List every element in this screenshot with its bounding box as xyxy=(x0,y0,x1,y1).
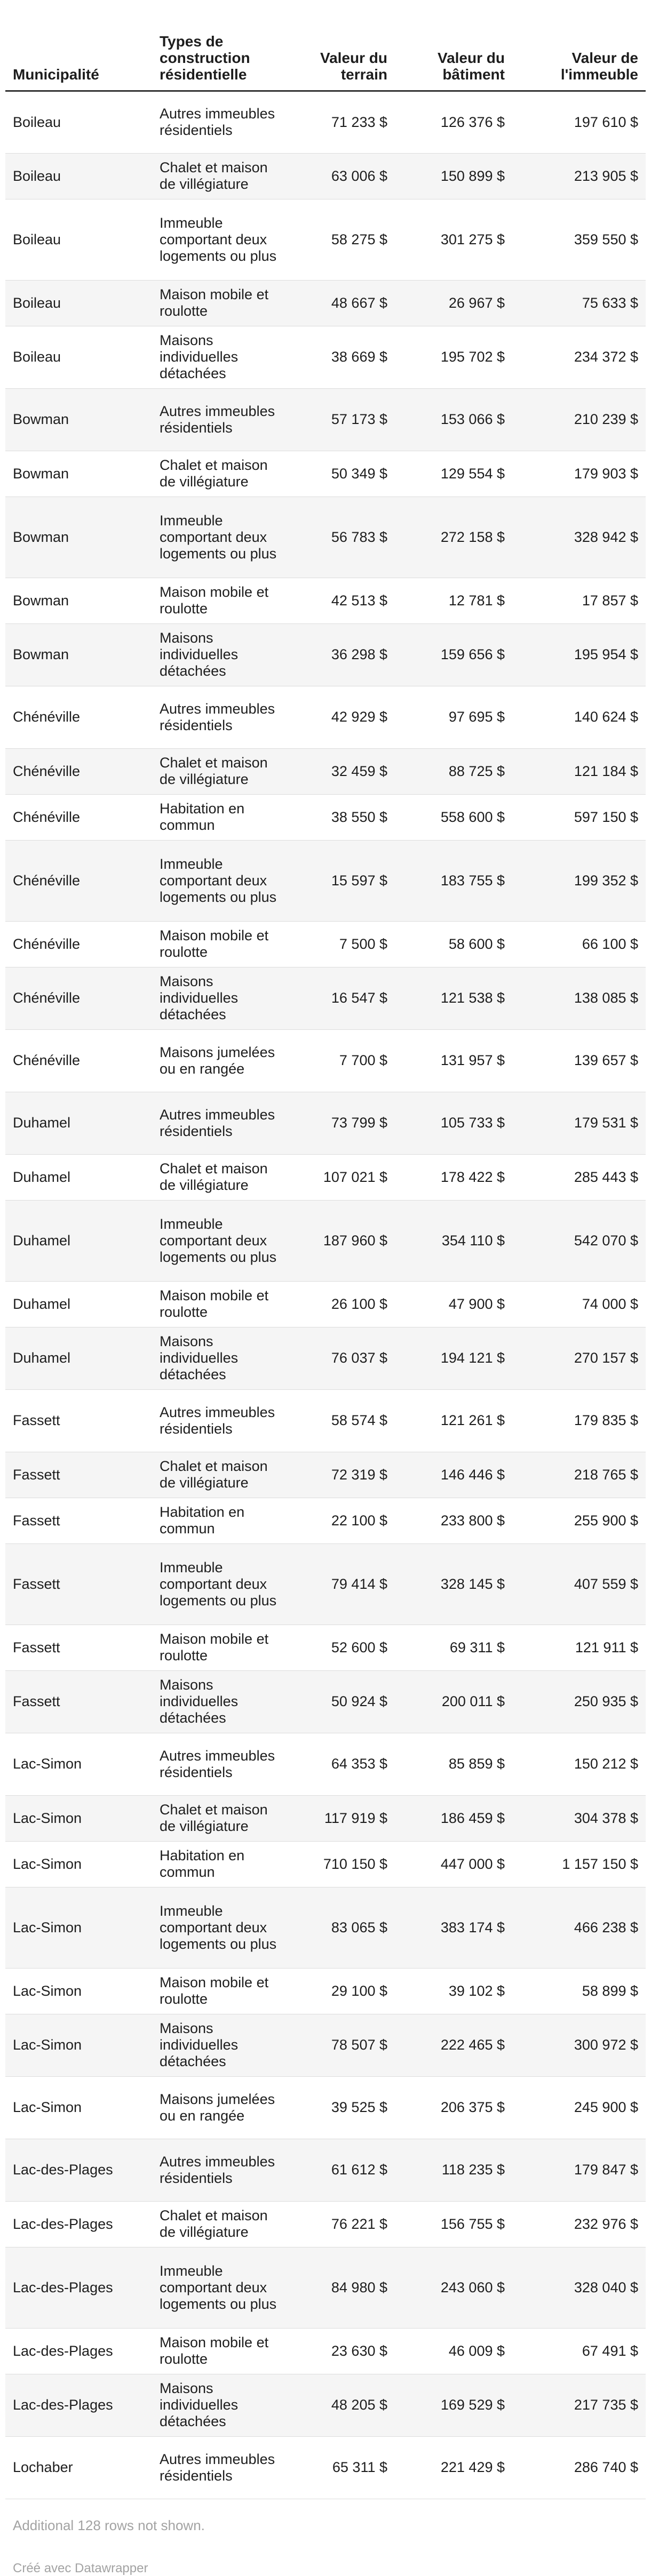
cell-construction-type: Maisons individuelles détachées xyxy=(152,1327,291,1389)
cell-land-value: 38 669 $ xyxy=(291,326,395,388)
cell-land-value: 52 600 $ xyxy=(291,1625,395,1670)
cell-property-value: 245 900 $ xyxy=(512,2076,646,2139)
cell-building-value: 121 261 $ xyxy=(395,1389,512,1452)
cell-municipality: Fassett xyxy=(5,1625,152,1670)
cell-property-value: 1 157 150 $ xyxy=(512,1841,646,1887)
cell-land-value: 187 960 $ xyxy=(291,1200,395,1281)
table-row xyxy=(5,388,646,451)
cell-building-value: 169 529 $ xyxy=(395,2374,512,2436)
cell-land-value: 7 700 $ xyxy=(291,1029,395,1092)
cell-building-value: 153 066 $ xyxy=(395,388,512,451)
cell-land-value: 57 173 $ xyxy=(291,388,395,451)
cell-land-value: 84 980 $ xyxy=(291,2247,395,2328)
cell-property-value: 121 911 $ xyxy=(512,1625,646,1670)
cell-construction-type: Autres immeubles résidentiels xyxy=(152,91,291,153)
cell-building-value: 47 900 $ xyxy=(395,1281,512,1327)
cell-construction-type: Maison mobile et roulotte xyxy=(152,1625,291,1670)
cell-land-value: 48 667 $ xyxy=(291,280,395,326)
cell-municipality: Lac-Simon xyxy=(5,1841,152,1887)
cell-construction-type: Maisons individuelles détachées xyxy=(152,1670,291,1733)
table-row xyxy=(5,748,646,794)
cell-construction-type: Immeuble comportant deux logements ou plus xyxy=(152,840,291,921)
cell-land-value: 710 150 $ xyxy=(291,1841,395,1887)
cell-building-value: 195 702 $ xyxy=(395,326,512,388)
cell-building-value: 233 800 $ xyxy=(395,1498,512,1543)
cell-municipality: Lac-des-Plages xyxy=(5,2247,152,2328)
cell-building-value: 69 311 $ xyxy=(395,1625,512,1670)
cell-property-value: 255 900 $ xyxy=(512,1498,646,1543)
cell-construction-type: Maison mobile et roulotte xyxy=(152,921,291,967)
cell-building-value: 243 060 $ xyxy=(395,2247,512,2328)
cell-municipality: Lac-des-Plages xyxy=(5,2328,152,2374)
cell-construction-type: Habitation en commun xyxy=(152,1841,291,1887)
cell-land-value: 15 597 $ xyxy=(291,840,395,921)
cell-municipality: Boileau xyxy=(5,326,152,388)
cell-property-value: 270 157 $ xyxy=(512,1327,646,1389)
cell-municipality: Bowman xyxy=(5,497,152,578)
cell-construction-type: Habitation en commun xyxy=(152,1498,291,1543)
cell-land-value: 78 507 $ xyxy=(291,2014,395,2076)
cell-construction-type: Immeuble comportant deux logements ou plus xyxy=(152,199,291,280)
table-row xyxy=(5,1154,646,1200)
cell-land-value: 38 550 $ xyxy=(291,794,395,840)
cell-municipality: Lac-Simon xyxy=(5,2014,152,2076)
table-row xyxy=(5,153,646,199)
cell-property-value: 179 903 $ xyxy=(512,451,646,497)
header-building-value[interactable]: Valeur du bâtiment xyxy=(395,0,512,91)
cell-municipality: Chénéville xyxy=(5,967,152,1029)
cell-construction-type: Maisons jumelées ou en rangée xyxy=(152,1029,291,1092)
cell-building-value: 206 375 $ xyxy=(395,2076,512,2139)
cell-municipality: Lochaber xyxy=(5,2436,152,2499)
cell-land-value: 117 919 $ xyxy=(291,1795,395,1841)
cell-property-value: 234 372 $ xyxy=(512,326,646,388)
cell-land-value: 71 233 $ xyxy=(291,91,395,153)
cell-municipality: Fassett xyxy=(5,1670,152,1733)
header-municipality[interactable]: Municipalité xyxy=(5,0,152,91)
cell-land-value: 83 065 $ xyxy=(291,1887,395,1968)
header-property-value[interactable]: Valeur de l'immeuble xyxy=(512,0,646,91)
table-row xyxy=(5,1841,646,1887)
cell-building-value: 26 967 $ xyxy=(395,280,512,326)
cell-construction-type: Immeuble comportant deux logements ou plus xyxy=(152,1887,291,1968)
cell-construction-type: Autres immeubles résidentiels xyxy=(152,2436,291,2499)
cell-building-value: 194 121 $ xyxy=(395,1327,512,1389)
cell-building-value: 97 695 $ xyxy=(395,686,512,748)
cell-construction-type: Maisons individuelles détachées xyxy=(152,326,291,388)
cell-land-value: 64 353 $ xyxy=(291,1733,395,1795)
cell-construction-type: Maison mobile et roulotte xyxy=(152,280,291,326)
cell-property-value: 179 531 $ xyxy=(512,1092,646,1154)
cell-building-value: 39 102 $ xyxy=(395,1968,512,2014)
table-row xyxy=(5,2328,646,2374)
cell-municipality: Duhamel xyxy=(5,1154,152,1200)
cell-construction-type: Maisons individuelles détachées xyxy=(152,2374,291,2436)
cell-construction-type: Habitation en commun xyxy=(152,794,291,840)
table-row xyxy=(5,497,646,578)
cell-land-value: 50 924 $ xyxy=(291,1670,395,1733)
cell-construction-type: Maisons individuelles détachées xyxy=(152,623,291,686)
cell-construction-type: Maison mobile et roulotte xyxy=(152,2328,291,2374)
cell-construction-type: Maisons individuelles détachées xyxy=(152,2014,291,2076)
table-header-row xyxy=(5,0,646,91)
cell-construction-type: Maison mobile et roulotte xyxy=(152,578,291,623)
table-row xyxy=(5,840,646,921)
cell-land-value: 42 513 $ xyxy=(291,578,395,623)
cell-property-value: 217 735 $ xyxy=(512,2374,646,2436)
cell-building-value: 272 158 $ xyxy=(395,497,512,578)
cell-property-value: 542 070 $ xyxy=(512,1200,646,1281)
cell-land-value: 22 100 $ xyxy=(291,1498,395,1543)
cell-municipality: Boileau xyxy=(5,199,152,280)
cell-land-value: 107 021 $ xyxy=(291,1154,395,1200)
cell-property-value: 328 040 $ xyxy=(512,2247,646,2328)
cell-land-value: 76 037 $ xyxy=(291,1327,395,1389)
cell-property-value: 250 935 $ xyxy=(512,1670,646,1733)
table-row xyxy=(5,967,646,1029)
cell-construction-type: Immeuble comportant deux logements ou plus xyxy=(152,1200,291,1281)
datawrapper-credit: Créé avec Datawrapper xyxy=(13,2561,148,2575)
cell-land-value: 36 298 $ xyxy=(291,623,395,686)
cell-property-value: 75 633 $ xyxy=(512,280,646,326)
cell-property-value: 74 000 $ xyxy=(512,1281,646,1327)
cell-construction-type: Autres immeubles résidentiels xyxy=(152,2139,291,2201)
cell-land-value: 50 349 $ xyxy=(291,451,395,497)
cell-land-value: 48 205 $ xyxy=(291,2374,395,2436)
cell-property-value: 359 550 $ xyxy=(512,199,646,280)
cell-building-value: 88 725 $ xyxy=(395,748,512,794)
cell-municipality: Chénéville xyxy=(5,921,152,967)
cell-property-value: 195 954 $ xyxy=(512,623,646,686)
cell-property-value: 407 559 $ xyxy=(512,1543,646,1625)
table-row xyxy=(5,1670,646,1733)
cell-building-value: 328 145 $ xyxy=(395,1543,512,1625)
cell-municipality: Fassett xyxy=(5,1452,152,1498)
cell-building-value: 131 957 $ xyxy=(395,1029,512,1092)
cell-building-value: 301 275 $ xyxy=(395,199,512,280)
cell-municipality: Lac-Simon xyxy=(5,1733,152,1795)
cell-municipality: Bowman xyxy=(5,388,152,451)
cell-municipality: Lac-Simon xyxy=(5,2076,152,2139)
table-row xyxy=(5,1887,646,1968)
cell-building-value: 383 174 $ xyxy=(395,1887,512,1968)
cell-municipality: Lac-Simon xyxy=(5,1887,152,1968)
cell-construction-type: Immeuble comportant deux logements ou plus xyxy=(152,2247,291,2328)
cell-building-value: 156 755 $ xyxy=(395,2201,512,2247)
table-row xyxy=(5,2374,646,2436)
table-row xyxy=(5,91,646,153)
cell-municipality: Boileau xyxy=(5,91,152,153)
table-row xyxy=(5,1795,646,1841)
cell-municipality: Fassett xyxy=(5,1389,152,1452)
more-rows-note: Additional 128 rows not shown. xyxy=(13,2517,205,2533)
table-row xyxy=(5,1452,646,1498)
table-row xyxy=(5,686,646,748)
table-row xyxy=(5,623,646,686)
cell-construction-type: Chalet et maison de villégiature xyxy=(152,153,291,199)
cell-property-value: 300 972 $ xyxy=(512,2014,646,2076)
cell-municipality: Chénéville xyxy=(5,1029,152,1092)
cell-property-value: 138 085 $ xyxy=(512,967,646,1029)
cell-municipality: Boileau xyxy=(5,280,152,326)
cell-construction-type: Immeuble comportant deux logements ou plus xyxy=(152,1543,291,1625)
table-row xyxy=(5,1543,646,1625)
cell-property-value: 218 765 $ xyxy=(512,1452,646,1498)
cell-land-value: 61 612 $ xyxy=(291,2139,395,2201)
cell-municipality: Lac-Simon xyxy=(5,1968,152,2014)
cell-building-value: 46 009 $ xyxy=(395,2328,512,2374)
cell-municipality: Chénéville xyxy=(5,686,152,748)
cell-municipality: Duhamel xyxy=(5,1327,152,1389)
data-table xyxy=(5,0,646,2499)
cell-land-value: 29 100 $ xyxy=(291,1968,395,2014)
table-notes xyxy=(5,2517,646,2576)
cell-land-value: 56 783 $ xyxy=(291,497,395,578)
cell-building-value: 58 600 $ xyxy=(395,921,512,967)
cell-municipality: Duhamel xyxy=(5,1281,152,1327)
table-row xyxy=(5,2014,646,2076)
cell-property-value: 213 905 $ xyxy=(512,153,646,199)
table-row xyxy=(5,1281,646,1327)
table-row xyxy=(5,2247,646,2328)
cell-construction-type: Chalet et maison de villégiature xyxy=(152,748,291,794)
cell-building-value: 121 538 $ xyxy=(395,967,512,1029)
cell-property-value: 179 847 $ xyxy=(512,2139,646,2201)
table-row xyxy=(5,280,646,326)
cell-municipality: Bowman xyxy=(5,451,152,497)
cell-property-value: 597 150 $ xyxy=(512,794,646,840)
table-row xyxy=(5,1625,646,1670)
cell-municipality: Chénéville xyxy=(5,794,152,840)
cell-building-value: 159 656 $ xyxy=(395,623,512,686)
table-row xyxy=(5,326,646,388)
cell-property-value: 328 942 $ xyxy=(512,497,646,578)
cell-land-value: 58 275 $ xyxy=(291,199,395,280)
cell-municipality: Lac-Simon xyxy=(5,1795,152,1841)
table-row xyxy=(5,1498,646,1543)
cell-building-value: 129 554 $ xyxy=(395,451,512,497)
table-row xyxy=(5,1327,646,1389)
cell-building-value: 354 110 $ xyxy=(395,1200,512,1281)
cell-land-value: 39 525 $ xyxy=(291,2076,395,2139)
header-land-value[interactable]: Valeur du terrain xyxy=(291,0,395,91)
cell-municipality: Fassett xyxy=(5,1498,152,1543)
cell-construction-type: Maisons individuelles détachées xyxy=(152,967,291,1029)
cell-property-value: 66 100 $ xyxy=(512,921,646,967)
cell-land-value: 76 221 $ xyxy=(291,2201,395,2247)
cell-land-value: 16 547 $ xyxy=(291,967,395,1029)
cell-construction-type: Chalet et maison de villégiature xyxy=(152,1452,291,1498)
table-row xyxy=(5,1092,646,1154)
cell-municipality: Lac-des-Plages xyxy=(5,2139,152,2201)
table-row xyxy=(5,2201,646,2247)
cell-building-value: 85 859 $ xyxy=(395,1733,512,1795)
cell-municipality: Lac-des-Plages xyxy=(5,2374,152,2436)
cell-building-value: 221 429 $ xyxy=(395,2436,512,2499)
header-construction-type[interactable]: Types de construction résidentielle xyxy=(152,0,291,91)
cell-construction-type: Maison mobile et roulotte xyxy=(152,1281,291,1327)
cell-municipality: Duhamel xyxy=(5,1200,152,1281)
cell-construction-type: Autres immeubles résidentiels xyxy=(152,686,291,748)
cell-property-value: 232 976 $ xyxy=(512,2201,646,2247)
cell-municipality: Bowman xyxy=(5,623,152,686)
cell-property-value: 199 352 $ xyxy=(512,840,646,921)
cell-construction-type: Autres immeubles résidentiels xyxy=(152,1733,291,1795)
cell-municipality: Boileau xyxy=(5,153,152,199)
cell-building-value: 447 000 $ xyxy=(395,1841,512,1887)
table-row xyxy=(5,921,646,967)
cell-municipality: Lac-des-Plages xyxy=(5,2201,152,2247)
cell-land-value: 73 799 $ xyxy=(291,1092,395,1154)
cell-building-value: 126 376 $ xyxy=(395,91,512,153)
cell-land-value: 79 414 $ xyxy=(291,1543,395,1625)
cell-construction-type: Chalet et maison de villégiature xyxy=(152,2201,291,2247)
table-row xyxy=(5,1389,646,1452)
cell-property-value: 285 443 $ xyxy=(512,1154,646,1200)
cell-construction-type: Maison mobile et roulotte xyxy=(152,1968,291,2014)
table-row xyxy=(5,794,646,840)
table-row xyxy=(5,1968,646,2014)
table-row xyxy=(5,2139,646,2201)
table-row xyxy=(5,2076,646,2139)
cell-property-value: 140 624 $ xyxy=(512,686,646,748)
cell-building-value: 200 011 $ xyxy=(395,1670,512,1733)
cell-building-value: 150 899 $ xyxy=(395,153,512,199)
cell-construction-type: Autres immeubles résidentiels xyxy=(152,388,291,451)
cell-building-value: 178 422 $ xyxy=(395,1154,512,1200)
cell-land-value: 26 100 $ xyxy=(291,1281,395,1327)
cell-land-value: 23 630 $ xyxy=(291,2328,395,2374)
cell-building-value: 222 465 $ xyxy=(395,2014,512,2076)
cell-property-value: 286 740 $ xyxy=(512,2436,646,2499)
table-row xyxy=(5,1200,646,1281)
table-row xyxy=(5,451,646,497)
cell-property-value: 197 610 $ xyxy=(512,91,646,153)
cell-municipality: Bowman xyxy=(5,578,152,623)
cell-construction-type: Autres immeubles résidentiels xyxy=(152,1389,291,1452)
cell-construction-type: Immeuble comportant deux logements ou plus xyxy=(152,497,291,578)
cell-construction-type: Chalet et maison de villégiature xyxy=(152,1154,291,1200)
table-row xyxy=(5,1733,646,1795)
cell-property-value: 17 857 $ xyxy=(512,578,646,623)
cell-municipality: Chénéville xyxy=(5,748,152,794)
cell-property-value: 67 491 $ xyxy=(512,2328,646,2374)
cell-construction-type: Chalet et maison de villégiature xyxy=(152,451,291,497)
table-row xyxy=(5,1029,646,1092)
cell-municipality: Chénéville xyxy=(5,840,152,921)
cell-property-value: 150 212 $ xyxy=(512,1733,646,1795)
cell-property-value: 139 657 $ xyxy=(512,1029,646,1092)
cell-building-value: 118 235 $ xyxy=(395,2139,512,2201)
cell-land-value: 63 006 $ xyxy=(291,153,395,199)
cell-municipality: Fassett xyxy=(5,1543,152,1625)
cell-land-value: 58 574 $ xyxy=(291,1389,395,1452)
table-row xyxy=(5,2436,646,2499)
cell-land-value: 65 311 $ xyxy=(291,2436,395,2499)
cell-building-value: 105 733 $ xyxy=(395,1092,512,1154)
cell-building-value: 146 446 $ xyxy=(395,1452,512,1498)
cell-building-value: 186 459 $ xyxy=(395,1795,512,1841)
cell-building-value: 183 755 $ xyxy=(395,840,512,921)
cell-construction-type: Maisons jumelées ou en rangée xyxy=(152,2076,291,2139)
cell-construction-type: Chalet et maison de villégiature xyxy=(152,1795,291,1841)
cell-building-value: 558 600 $ xyxy=(395,794,512,840)
cell-construction-type: Autres immeubles résidentiels xyxy=(152,1092,291,1154)
cell-property-value: 121 184 $ xyxy=(512,748,646,794)
cell-land-value: 72 319 $ xyxy=(291,1452,395,1498)
cell-property-value: 466 238 $ xyxy=(512,1887,646,1968)
cell-property-value: 58 899 $ xyxy=(512,1968,646,2014)
cell-building-value: 12 781 $ xyxy=(395,578,512,623)
cell-property-value: 179 835 $ xyxy=(512,1389,646,1452)
table-row xyxy=(5,199,646,280)
cell-land-value: 7 500 $ xyxy=(291,921,395,967)
cell-land-value: 32 459 $ xyxy=(291,748,395,794)
table-row xyxy=(5,578,646,623)
table-body xyxy=(5,91,646,2499)
cell-property-value: 210 239 $ xyxy=(512,388,646,451)
cell-property-value: 304 378 $ xyxy=(512,1795,646,1841)
cell-municipality: Duhamel xyxy=(5,1092,152,1154)
cell-land-value: 42 929 $ xyxy=(291,686,395,748)
